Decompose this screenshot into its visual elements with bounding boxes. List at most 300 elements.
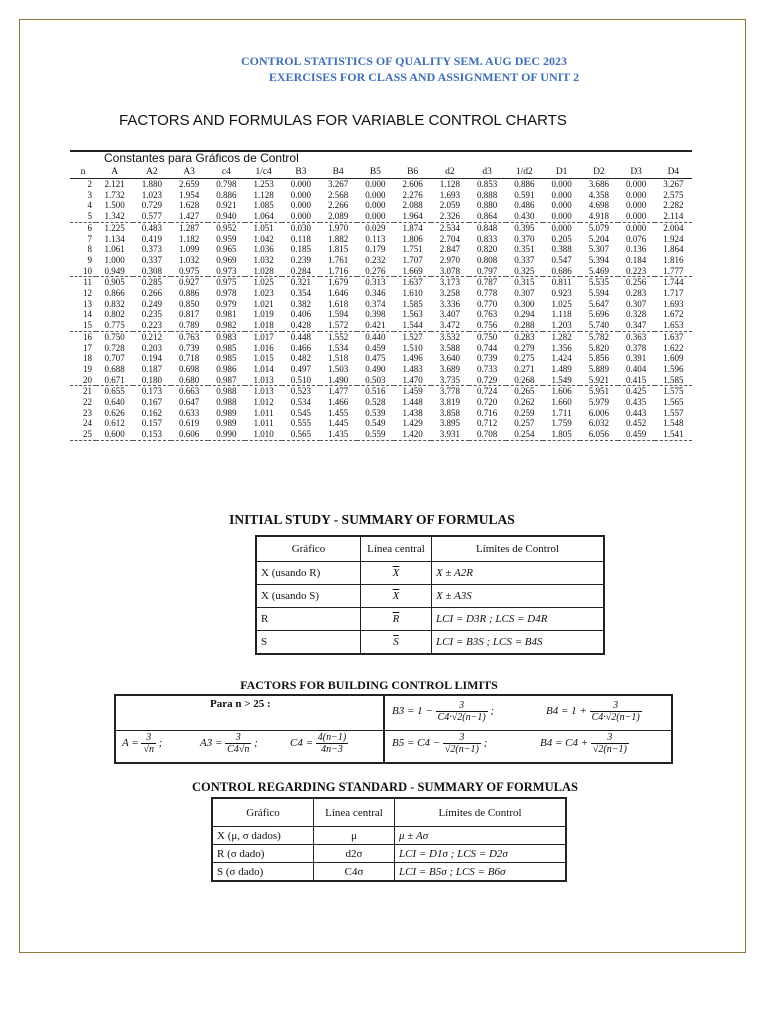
value-cell: 1.287 <box>179 222 200 233</box>
column-header: B5 <box>357 165 394 179</box>
value-cell: 0.539 <box>365 407 386 418</box>
value-cell: 0.988 <box>216 397 237 408</box>
numerator: 3 <box>141 732 156 744</box>
value-cell: 0.239 <box>290 254 311 265</box>
value-cell: 3.858 <box>439 407 460 418</box>
value-cell: 0.982 <box>208 320 245 331</box>
value-cell: 0.729 <box>141 200 162 211</box>
divider <box>383 696 385 762</box>
value-cell: 1.628 <box>179 200 200 211</box>
value-cell: 1.606 <box>551 386 572 397</box>
value-cell: 0.763 <box>477 309 498 320</box>
denominator: √2(n−1) <box>592 744 627 755</box>
value-cell: 4.698 <box>588 200 609 211</box>
n-cell: 8 <box>87 244 92 255</box>
standard-table <box>211 797 567 882</box>
value-cell: 0.503 <box>357 375 394 386</box>
value-cell: 0.989 <box>216 407 237 418</box>
value-cell: 0.973 <box>208 266 245 277</box>
value-cell: 1.557 <box>663 407 684 418</box>
value-cell: 1.011 <box>253 407 274 418</box>
col-header-chart: Gráfico <box>256 536 361 562</box>
col-header-limits: Límites de Control <box>432 536 605 562</box>
value-cell: 1.010 <box>245 429 282 440</box>
value-cell: 1.806 <box>402 233 423 244</box>
value-cell: 0.167 <box>141 397 162 408</box>
value-cell: 0.633 <box>179 407 200 418</box>
value-cell: 1.021 <box>253 298 274 309</box>
value-cell: 2.847 <box>439 244 460 255</box>
value-cell: 0.000 <box>282 211 319 222</box>
table-row <box>70 364 692 375</box>
value-cell: 3.078 <box>431 266 468 277</box>
value-cell: 1.716 <box>320 266 357 277</box>
value-cell: 0.820 <box>477 244 498 255</box>
value-cell: 0.425 <box>626 386 647 397</box>
constants-table <box>70 165 692 441</box>
value-cell: 0.545 <box>290 407 311 418</box>
limits-cell: LCI = D3R ; LCS = D4R <box>432 608 605 631</box>
value-cell: 0.921 <box>216 200 237 211</box>
initial-study-title: INITIAL STUDY - SUMMARY OF FORMULAS <box>229 512 515 527</box>
center-cell: $\overline{X}$ <box>361 562 432 585</box>
constants-header-row <box>70 165 692 179</box>
value-cell: 1.489 <box>551 363 572 374</box>
value-cell: 1.815 <box>328 244 349 255</box>
value-cell: 3.686 <box>588 179 609 189</box>
value-cell: 0.421 <box>357 320 394 331</box>
value-cell: 1.015 <box>253 353 274 364</box>
value-cell: 0.959 <box>216 233 237 244</box>
value-cell: 1.028 <box>245 266 282 277</box>
value-cell: 0.448 <box>290 331 311 342</box>
value-cell: 1.483 <box>402 363 423 374</box>
value-cell: 1.565 <box>663 397 684 408</box>
value-cell: 1.759 <box>551 418 572 429</box>
value-cell: 0.179 <box>365 244 386 255</box>
value-cell: 1.013 <box>253 386 274 397</box>
value-cell: 1.622 <box>663 342 684 353</box>
value-cell: 3.407 <box>439 309 460 320</box>
value-cell: 5.979 <box>588 397 609 408</box>
column-header: D3 <box>618 165 655 179</box>
separator: ; <box>158 737 163 750</box>
value-cell: 1.424 <box>551 353 572 364</box>
value-cell: 0.000 <box>551 222 572 233</box>
value-cell: 1.610 <box>402 288 423 299</box>
value-cell: 0.516 <box>365 386 386 397</box>
constants-caption: Constantes para Gráficos de Control <box>70 150 692 165</box>
value-cell: 0.284 <box>282 266 319 277</box>
value-cell: 2.568 <box>328 189 349 200</box>
value-cell: 0.510 <box>282 375 319 386</box>
value-cell: 3.931 <box>431 429 468 440</box>
chart-cell: S <box>256 631 361 655</box>
value-cell: 0.404 <box>626 363 647 374</box>
value-cell: 0.750 <box>477 331 498 342</box>
value-cell: 1.672 <box>663 309 684 320</box>
value-cell: 2.534 <box>439 222 460 233</box>
value-cell: 0.647 <box>179 397 200 408</box>
value-cell: 0.076 <box>626 233 647 244</box>
value-cell: 0.886 <box>216 189 237 200</box>
value-cell: 0.030 <box>290 222 311 233</box>
value-cell: 0.162 <box>141 407 162 418</box>
value-cell: 0.990 <box>208 429 245 440</box>
value-cell: 1.455 <box>328 407 349 418</box>
column-header: 1/c4 <box>245 165 282 179</box>
chart-cell: R <box>256 608 361 631</box>
value-cell: 0.308 <box>133 266 170 277</box>
value-cell: 1.585 <box>402 298 423 309</box>
value-cell: 0.325 <box>506 266 543 277</box>
value-cell: 1.023 <box>141 189 162 200</box>
value-cell: 3.532 <box>439 331 460 342</box>
value-cell: 0.184 <box>626 254 647 265</box>
value-cell: 0.173 <box>141 386 162 397</box>
value-cell: 0.382 <box>290 298 311 309</box>
value-cell: 1.552 <box>328 331 349 342</box>
value-cell: 0.000 <box>626 189 647 200</box>
value-cell: 1.099 <box>179 244 200 255</box>
numerator: 3 <box>591 732 629 744</box>
value-cell: 5.469 <box>580 266 617 277</box>
value-cell: 0.000 <box>551 200 572 211</box>
n-cell: 12 <box>83 288 92 299</box>
value-cell: 1.438 <box>402 407 423 418</box>
numerator: 3 <box>590 700 642 712</box>
n-cell: 9 <box>87 254 92 265</box>
value-cell: 0.180 <box>133 375 170 386</box>
value-cell: 0.886 <box>179 288 200 299</box>
value-cell: 0.254 <box>506 429 543 440</box>
value-cell: 0.655 <box>104 386 125 397</box>
value-cell: 0.351 <box>514 244 535 255</box>
value-cell: 1.282 <box>551 331 572 342</box>
value-cell: 0.000 <box>290 189 311 200</box>
n-cell: 19 <box>83 363 92 374</box>
value-cell: 1.011 <box>253 418 274 429</box>
value-cell: 0.888 <box>477 189 498 200</box>
table-row <box>212 863 566 882</box>
value-cell: 0.000 <box>626 222 647 233</box>
value-cell: 5.856 <box>588 353 609 364</box>
value-cell: 1.544 <box>394 320 431 331</box>
table-row <box>70 179 692 190</box>
table-row <box>256 562 604 585</box>
value-cell: 0.497 <box>290 363 311 374</box>
formula-label: B4 = 1 + <box>546 705 587 718</box>
column-header: B3 <box>282 165 319 179</box>
value-cell: 0.395 <box>514 222 535 233</box>
value-cell: 1.924 <box>663 233 684 244</box>
value-cell: 2.004 <box>663 222 684 233</box>
value-cell: 1.253 <box>253 179 274 189</box>
numerator: 4(n−1) <box>317 732 347 743</box>
denominator: C4·√2(n−1) <box>591 712 640 723</box>
column-header: A <box>96 165 133 179</box>
value-cell: 0.832 <box>104 298 125 309</box>
n-cell: 3 <box>87 189 92 200</box>
value-cell: 1.679 <box>328 277 349 288</box>
limits-cell: LCI = B3S ; LCS = B4S <box>432 631 605 655</box>
value-cell: 1.128 <box>253 189 274 200</box>
value-cell: 0.419 <box>141 233 162 244</box>
value-cell: 0.591 <box>514 189 535 200</box>
value-cell: 1.510 <box>402 342 423 353</box>
value-cell: 3.267 <box>328 179 349 189</box>
value-cell: 2.282 <box>663 200 684 211</box>
value-cell: 5.307 <box>588 244 609 255</box>
value-cell: 0.770 <box>477 298 498 309</box>
value-cell: 1.594 <box>328 309 349 320</box>
value-cell: 5.889 <box>588 363 609 374</box>
value-cell: 0.864 <box>469 211 506 222</box>
table-row <box>70 408 692 419</box>
separator: ; <box>254 737 258 750</box>
formula-label: B5 = C4 − <box>392 737 441 750</box>
value-cell: 4.918 <box>580 211 617 222</box>
value-cell: 0.259 <box>514 407 535 418</box>
table-row <box>70 266 692 277</box>
value-cell: 0.000 <box>626 179 647 189</box>
n-cell: 25 <box>70 429 96 440</box>
value-cell: 0.000 <box>618 211 655 222</box>
value-cell: 0.987 <box>208 375 245 386</box>
value-cell: 0.337 <box>141 254 162 265</box>
column-header: d2 <box>431 165 468 179</box>
column-header: D1 <box>543 165 580 179</box>
n-cell: 16 <box>83 331 92 342</box>
value-cell: 0.294 <box>514 309 535 320</box>
chart-cell: X (usando R) <box>256 562 361 585</box>
value-cell: 1.660 <box>551 397 572 408</box>
value-cell: 0.763 <box>179 331 200 342</box>
value-cell: 5.394 <box>588 254 609 265</box>
value-cell: 1.496 <box>402 353 423 364</box>
value-cell: 0.886 <box>514 179 535 189</box>
value-cell: 0.288 <box>506 320 543 331</box>
value-cell: 2.970 <box>439 254 460 265</box>
value-cell: 0.986 <box>216 363 237 374</box>
value-cell: 3.778 <box>439 386 460 397</box>
value-cell: 2.114 <box>655 211 692 222</box>
formula-c4 <box>290 732 348 755</box>
value-cell: 1.420 <box>394 429 431 440</box>
value-cell: 0.989 <box>216 418 237 429</box>
value-cell: 0.712 <box>477 418 498 429</box>
value-cell: 1.575 <box>663 386 684 397</box>
value-cell: 5.535 <box>588 277 609 288</box>
denominator: C4·√2(n−1) <box>437 712 486 723</box>
main-title: FACTORS AND FORMULAS FOR VARIABLE CONTROL CHARTS <box>119 112 567 129</box>
value-cell: 0.000 <box>290 179 311 189</box>
column-header: B6 <box>394 165 431 179</box>
value-cell: 0.459 <box>618 429 655 440</box>
value-cell: 1.970 <box>328 222 349 233</box>
value-cell: 1.693 <box>663 298 684 309</box>
n-cell: 11 <box>83 277 92 288</box>
value-cell: 1.429 <box>402 418 423 429</box>
table-row <box>256 585 604 608</box>
value-cell: 0.663 <box>179 386 200 397</box>
value-cell: 1.572 <box>320 320 357 331</box>
formula-b4 <box>546 700 642 723</box>
value-cell: 1.000 <box>104 254 125 265</box>
numerator: 3 <box>443 732 481 744</box>
value-cell: 3.472 <box>431 320 468 331</box>
center-cell: $\overline{X}$ <box>361 585 432 608</box>
value-cell: 0.279 <box>514 342 535 353</box>
value-cell: 1.596 <box>663 363 684 374</box>
value-cell: 0.640 <box>104 397 125 408</box>
value-cell: 3.640 <box>439 353 460 364</box>
n-cell: 14 <box>83 309 92 320</box>
value-cell: 0.000 <box>365 189 386 200</box>
value-cell: 1.448 <box>402 397 423 408</box>
value-cell: 0.523 <box>290 386 311 397</box>
value-cell: 0.850 <box>179 298 200 309</box>
value-cell: 0.153 <box>133 429 170 440</box>
value-cell: 5.079 <box>588 222 609 233</box>
value-cell: 1.134 <box>104 233 125 244</box>
value-cell: 0.750 <box>104 331 125 342</box>
value-cell: 0.430 <box>506 211 543 222</box>
value-cell: 0.223 <box>618 266 655 277</box>
value-cell: 0.440 <box>365 331 386 342</box>
value-cell: 1.777 <box>655 266 692 277</box>
value-cell: 2.606 <box>402 179 423 189</box>
value-cell: 0.923 <box>551 288 572 299</box>
value-cell: 0.952 <box>216 222 237 233</box>
header-line-2: EXERCISES FOR CLASS AND ASSIGNMENT OF UNIT 2 <box>268 70 580 84</box>
value-cell: 0.482 <box>290 353 311 364</box>
value-cell: 0.443 <box>626 407 647 418</box>
value-cell: 0.268 <box>506 375 543 386</box>
table-row <box>70 353 692 364</box>
column-header: d3 <box>469 165 506 179</box>
value-cell: 0.265 <box>514 386 535 397</box>
value-cell: 0.775 <box>96 320 133 331</box>
value-cell: 0.985 <box>216 342 237 353</box>
chart-cell: S (σ dado) <box>212 863 314 882</box>
value-cell: 1.503 <box>328 363 349 374</box>
chart-cell: X (μ, σ dados) <box>212 827 314 845</box>
value-cell: 0.927 <box>179 277 200 288</box>
table-row <box>70 234 692 245</box>
value-cell: 1.527 <box>402 331 423 342</box>
value-cell: 0.848 <box>477 222 498 233</box>
value-cell: 0.547 <box>551 254 572 265</box>
value-cell: 0.235 <box>141 309 162 320</box>
value-cell: 0.853 <box>477 179 498 189</box>
value-cell: 3.689 <box>439 363 460 374</box>
value-cell: 0.000 <box>551 179 572 189</box>
value-cell: 0.680 <box>171 375 208 386</box>
column-header: A2 <box>133 165 170 179</box>
value-cell: 1.618 <box>328 298 349 309</box>
value-cell: 0.549 <box>365 418 386 429</box>
value-cell: 1.085 <box>253 200 274 211</box>
center-cell: $\overline{S}$ <box>361 631 432 655</box>
value-cell: 0.969 <box>216 254 237 265</box>
standard-title: CONTROL REGARDING STANDARD - SUMMARY OF FORMULAS <box>192 780 578 794</box>
limits-cell: X ± A2R <box>432 562 605 585</box>
value-cell: 2.088 <box>402 200 423 211</box>
value-cell: 0.212 <box>141 331 162 342</box>
value-cell: 0.283 <box>626 288 647 299</box>
value-cell: 1.017 <box>253 331 274 342</box>
table-row <box>70 397 692 408</box>
table-header-row <box>212 798 566 827</box>
value-cell: 4.358 <box>588 189 609 200</box>
limits-cell: X ± A3S <box>432 585 605 608</box>
value-cell: 1.051 <box>253 222 274 233</box>
chart-cell: R (σ dado) <box>212 845 314 863</box>
value-cell: 0.194 <box>141 353 162 364</box>
value-cell: 1.025 <box>253 277 274 288</box>
value-cell: 5.782 <box>588 331 609 342</box>
value-cell: 0.262 <box>514 397 535 408</box>
denominator: 4n−3 <box>321 744 343 755</box>
value-cell: 1.751 <box>402 244 423 255</box>
value-cell: 3.267 <box>663 179 684 189</box>
value-cell: 1.459 <box>402 386 423 397</box>
value-cell: 1.637 <box>402 277 423 288</box>
value-cell: 0.833 <box>477 233 498 244</box>
value-cell: 0.707 <box>104 353 125 364</box>
value-cell: 0.789 <box>171 320 208 331</box>
value-cell: 0.716 <box>477 407 498 418</box>
value-cell: 5.594 <box>588 288 609 299</box>
value-cell: 1.761 <box>328 254 349 265</box>
constants-table-block <box>70 150 692 441</box>
value-cell: 2.575 <box>663 189 684 200</box>
value-cell: 6.006 <box>588 407 609 418</box>
value-cell: 0.203 <box>141 342 162 353</box>
value-cell: 0.698 <box>179 363 200 374</box>
table-row <box>256 608 604 631</box>
separator: ; <box>483 737 488 750</box>
value-cell: 0.739 <box>179 342 200 353</box>
value-cell: 0.866 <box>104 288 125 299</box>
value-cell: 0.249 <box>141 298 162 309</box>
value-cell: 1.548 <box>663 418 684 429</box>
value-cell: 0.729 <box>469 375 506 386</box>
value-cell: 0.257 <box>514 418 535 429</box>
n-cell: 10 <box>70 266 96 277</box>
n-cell: 13 <box>83 298 92 309</box>
value-cell: 0.756 <box>469 320 506 331</box>
denominator: √n <box>143 744 154 755</box>
formula-label: B3 = 1 − <box>392 705 433 718</box>
value-cell: 3.735 <box>431 375 468 386</box>
center-cell: $\overline{R}$ <box>361 608 432 631</box>
value-cell: 1.225 <box>104 222 125 233</box>
column-header: n <box>70 165 96 179</box>
value-cell: 0.787 <box>477 277 498 288</box>
value-cell: 1.518 <box>328 353 349 364</box>
value-cell: 1.128 <box>439 179 460 189</box>
value-cell: 5.921 <box>580 375 617 386</box>
value-cell: 1.466 <box>328 397 349 408</box>
value-cell: 1.019 <box>253 309 274 320</box>
value-cell: 1.805 <box>543 429 580 440</box>
value-cell: 0.626 <box>104 407 125 418</box>
value-cell: 0.205 <box>551 233 572 244</box>
formula-label: A = <box>122 737 139 750</box>
value-cell: 1.018 <box>245 320 282 331</box>
